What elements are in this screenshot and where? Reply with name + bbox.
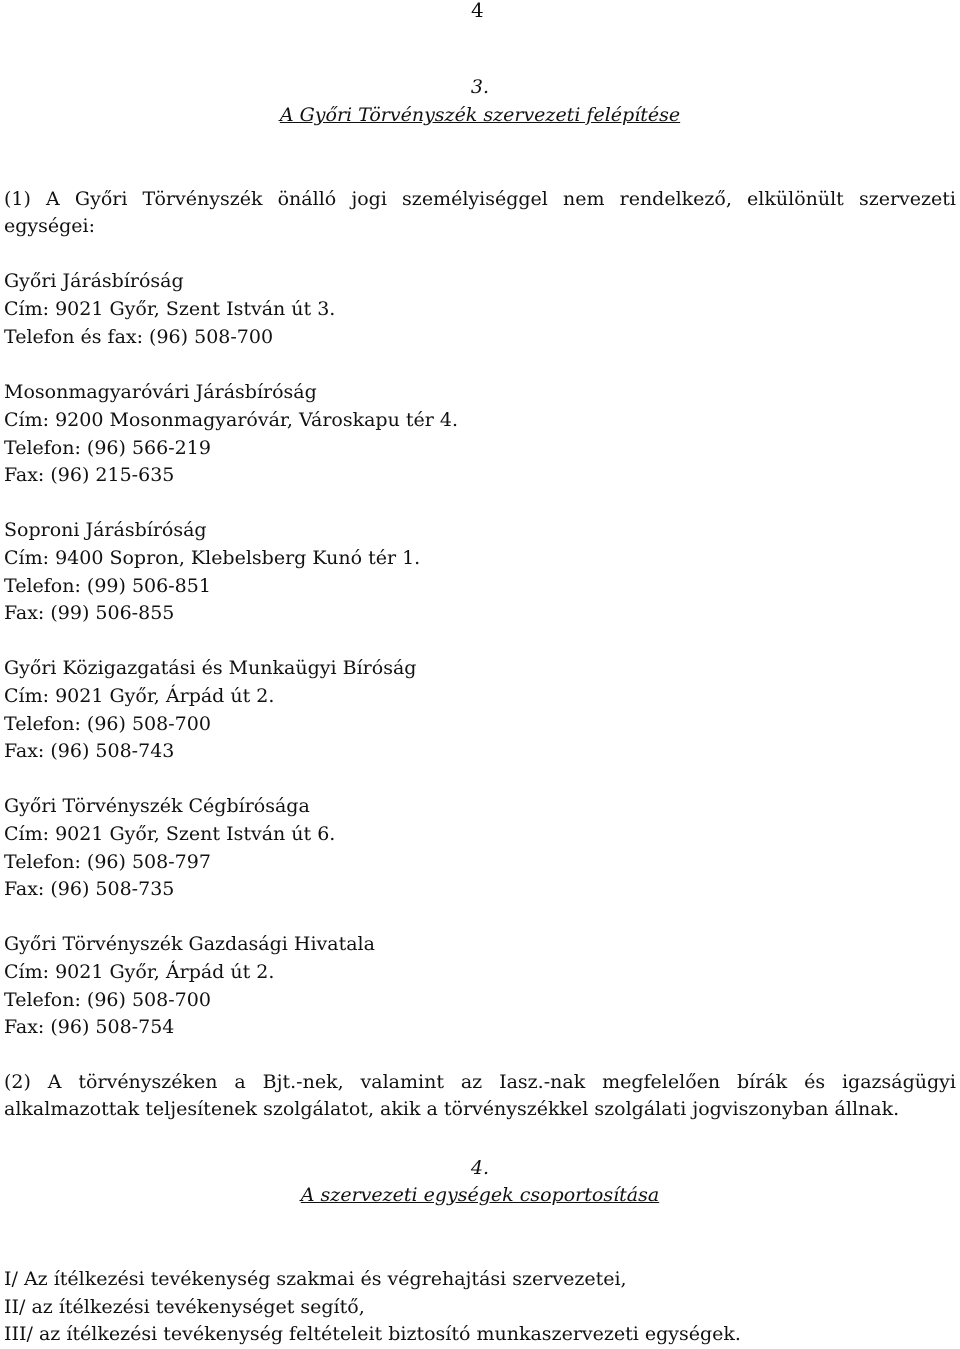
section-4-number: 4. <box>470 1157 490 1179</box>
list-item: III/ az ítélkezési tevékenység feltételeit biztosító munkaszervezeti egységek. <box>4 1323 741 1345</box>
unit-phone: Telefon: (96) 508-797 <box>4 851 211 873</box>
unit-name: Győri Közigazgatási és Munkaügyi Bíróság <box>4 657 417 679</box>
unit-fax: Fax: (96) 508-735 <box>4 878 175 900</box>
unit-address: Cím: 9021 Győr, Árpád út 2. <box>4 685 275 707</box>
section-4-title: A szervezeti egységek csoportosítása <box>300 1184 660 1206</box>
section-3-title: A Győri Törvényszék szervezeti felépítése <box>279 104 681 126</box>
page-number: 4 <box>471 0 484 22</box>
unit-phone: Telefon és fax: (96) 508-700 <box>4 326 274 348</box>
paragraph-2-line-2: alkalmazottak teljesítenek szolgálatot, akik a törvényszékkel szolgálati jogviszonyban állnak. <box>4 1098 900 1120</box>
unit-phone: Telefon: (96) 508-700 <box>4 989 211 1011</box>
paragraph-2-line-1: (2) A törvényszéken a Bjt.-nek, valamint az Iasz.-nak megfelelően bírák és igazságügyi <box>4 1071 956 1093</box>
unit-address: Cím: 9021 Győr, Árpád út 2. <box>4 961 275 983</box>
section-3-number: 3. <box>470 76 490 98</box>
unit-address: Cím: 9021 Győr, Szent István út 6. <box>4 823 336 845</box>
unit-fax: Fax: (99) 506-855 <box>4 602 175 624</box>
unit-phone: Telefon: (96) 566-219 <box>4 437 211 459</box>
paragraph-1-line-2: egységei: <box>4 215 96 237</box>
unit-name: Győri Járásbíróság <box>4 270 184 292</box>
unit-fax: Fax: (96) 508-743 <box>4 740 175 762</box>
unit-name: Mosonmagyaróvári Járásbíróság <box>4 381 317 403</box>
unit-fax: Fax: (96) 508-754 <box>4 1016 175 1038</box>
unit-fax: Fax: (96) 215-635 <box>4 464 175 486</box>
unit-address: Cím: 9021 Győr, Szent István út 3. <box>4 298 336 320</box>
list-item: I/ Az ítélkezési tevékenység szakmai és végrehajtási szervezetei, <box>4 1268 627 1290</box>
list-item: II/ az ítélkezési tevékenységet segítő, <box>4 1296 365 1318</box>
unit-phone: Telefon: (96) 508-700 <box>4 713 211 735</box>
unit-name: Soproni Járásbíróság <box>4 519 207 541</box>
unit-phone: Telefon: (99) 506-851 <box>4 575 211 597</box>
unit-name: Győri Törvényszék Cégbírósága <box>4 795 310 817</box>
unit-address: Cím: 9400 Sopron, Klebelsberg Kunó tér 1. <box>4 547 421 569</box>
unit-name: Győri Törvényszék Gazdasági Hivatala <box>4 933 375 955</box>
paragraph-1-line-1: (1) A Győri Törvényszék önálló jogi személyiséggel nem rendelkező, elkülönült szervezeti <box>4 188 956 210</box>
unit-address: Cím: 9200 Mosonmagyaróvár, Városkapu tér 4. <box>4 409 458 431</box>
